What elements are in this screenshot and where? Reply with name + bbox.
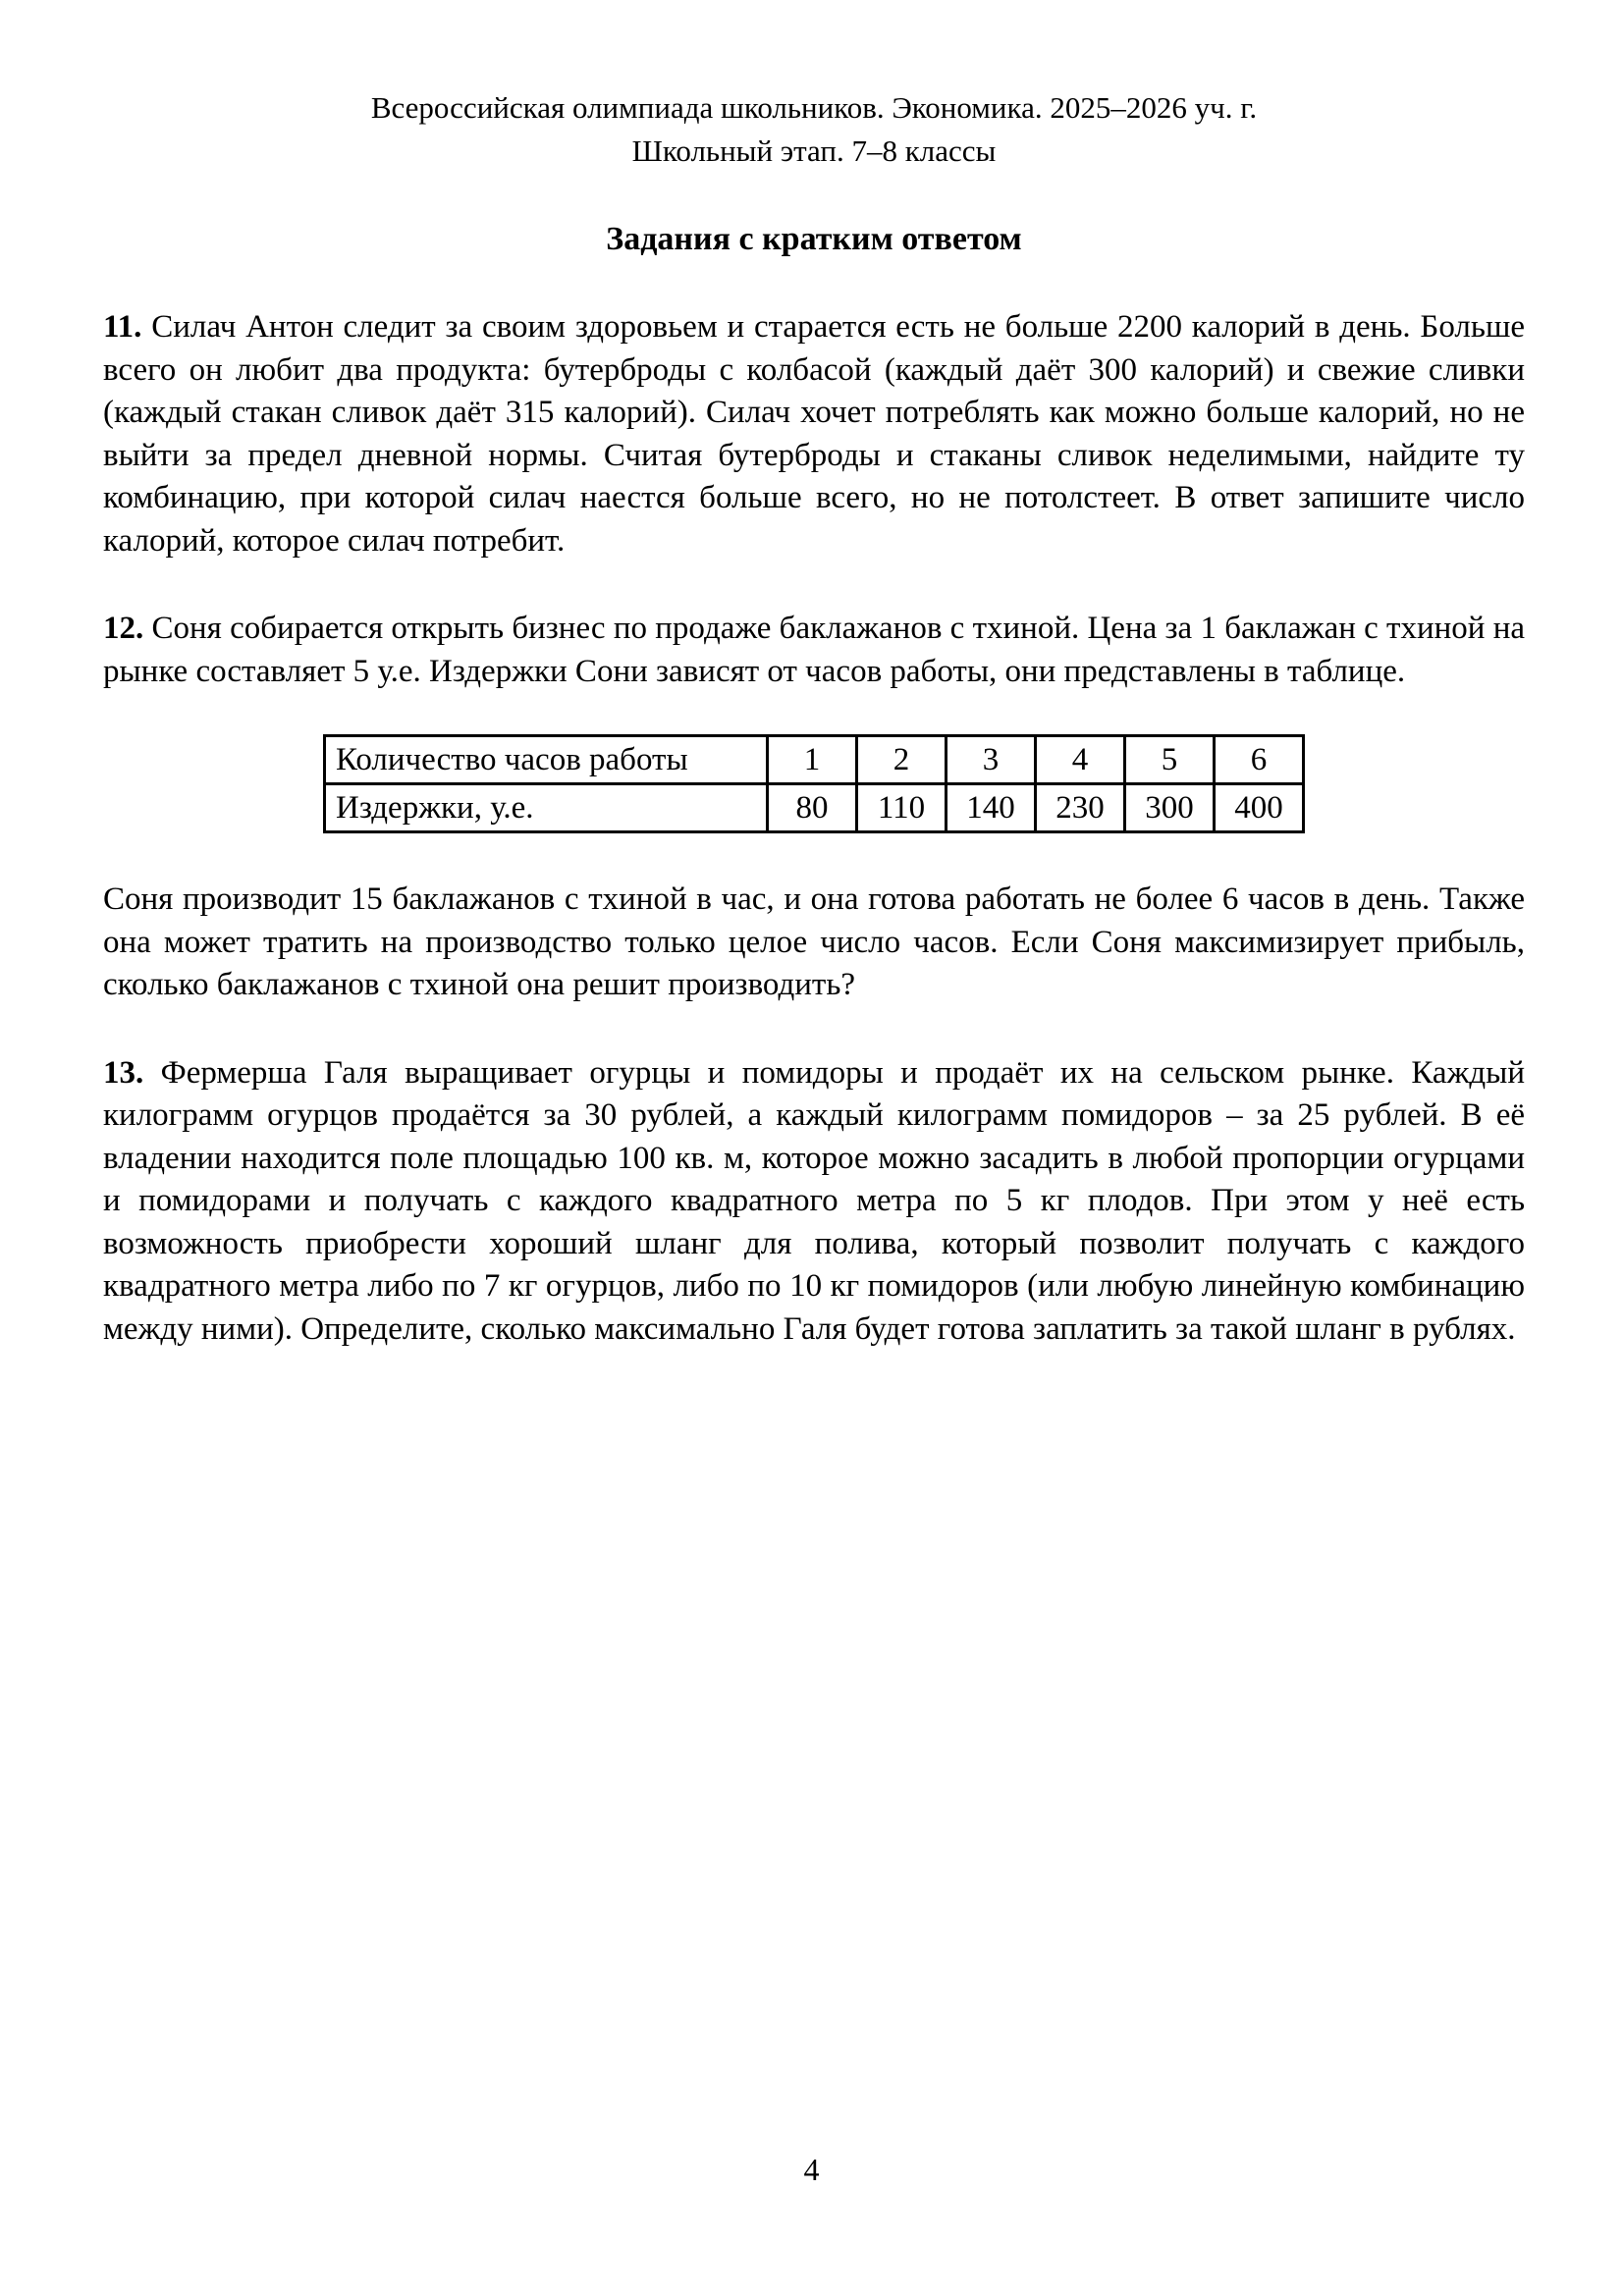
table-row-costs	[325, 784, 1304, 832]
problem-11-text: Силач Антон следит за своим здоровьем и старается есть не больше 2200 калорий в день. Больше всего он любит два продукта: бутерброды с колбасой (каждый даёт 300 калорий) и свежие сливки (каждый стакан сливок даёт 315 калорий). Силач хочет потреблять как можно больше калорий, но не выйти за предел дневной нормы. Считая бутерброды и стаканы сливок неделимыми, найдите ту комбинацию, при которой силач наестся больше всего, но не потолстеет. В ответ запишите число калорий, которое силач потребит.	[103, 309, 1526, 559]
header-line-2: Школьный этап. 7–8 классы	[631, 133, 997, 168]
table-cell-hours-6: 6	[1215, 736, 1304, 784]
page-number: 4	[803, 2152, 820, 2187]
costs-table	[323, 734, 1305, 833]
section-title: Задания с кратким ответом	[606, 221, 1022, 257]
problem-13-text: Фермерша Галя выращивает огурцы и помидоры и продаёт их на сельском рынке. Каждый килограмм огурцов продаётся за 30 рублей, а каждый килограмм помидоров – за 25 рублей. В её владении находится поле площадью 100 кв. м, которое можно засадить в любой пропорции огурцами и помидорами и получать с каждого квадратного метра по 5 кг плодов. При этом у неё есть возможность приобрести хороший шланг для полива, который позволит получать с каждого квадратного метра либо по 7 кг огурцов, либо по 10 кг помидоров (или любую линейную комбинацию между ними). Определите, сколько максимально Галя будет готова заплатить за такой шланг в рублях.	[103, 1054, 1526, 1347]
header-line-1: Всероссийская олимпиада школьников. Экономика. 2025–2026 уч. г.	[370, 90, 1258, 125]
table-cell-costs-4: 230	[1036, 784, 1125, 832]
table-cell-costs-1: 80	[768, 784, 857, 832]
table-row-hours	[325, 736, 1304, 784]
problem-11-number: 11.	[103, 309, 142, 345]
table-cell-hours-4: 4	[1036, 736, 1125, 784]
problem-12-continuation-paragraph: Соня производит 15 баклажанов с тхиной в час, и она готова работать не более 6 часов в день. Также она может тратить на производство только целое число часов. Если Соня максимизирует прибыль, сколько баклажанов с тхиной она решит производить?	[103, 881, 1525, 1002]
table-cell-hours-3: 3	[947, 736, 1036, 784]
table-row-hours-label: Количество часов работы	[325, 736, 768, 784]
table-cell-costs-3: 140	[947, 784, 1036, 832]
problem-13-number: 13.	[103, 1054, 144, 1091]
table-cell-costs-6: 400	[1215, 784, 1304, 832]
table-row-costs-label: Издержки, у.е.	[325, 784, 768, 832]
problem-11-paragraph	[103, 306, 1525, 562]
table-cell-hours-1: 1	[768, 736, 857, 784]
page-content	[103, 86, 1525, 1351]
table-cell-hours-2: 2	[857, 736, 947, 784]
table-cell-hours-5: 5	[1125, 736, 1215, 784]
table-cell-costs-5: 300	[1125, 784, 1215, 832]
problem-13-paragraph	[103, 1052, 1525, 1352]
problem-12-intro-paragraph	[103, 608, 1525, 693]
problem-12-intro-text: Соня собирается открыть бизнес по продаже баклажанов с тхиной. Цена за 1 баклажан с тхиной на рынке составляет 5 у.е. Издержки Сони зависят от часов работы, они представлены в таблице.	[103, 611, 1526, 689]
document-header	[103, 86, 1525, 173]
problem-12-number: 12.	[103, 611, 144, 646]
table-cell-costs-2: 110	[857, 784, 947, 832]
